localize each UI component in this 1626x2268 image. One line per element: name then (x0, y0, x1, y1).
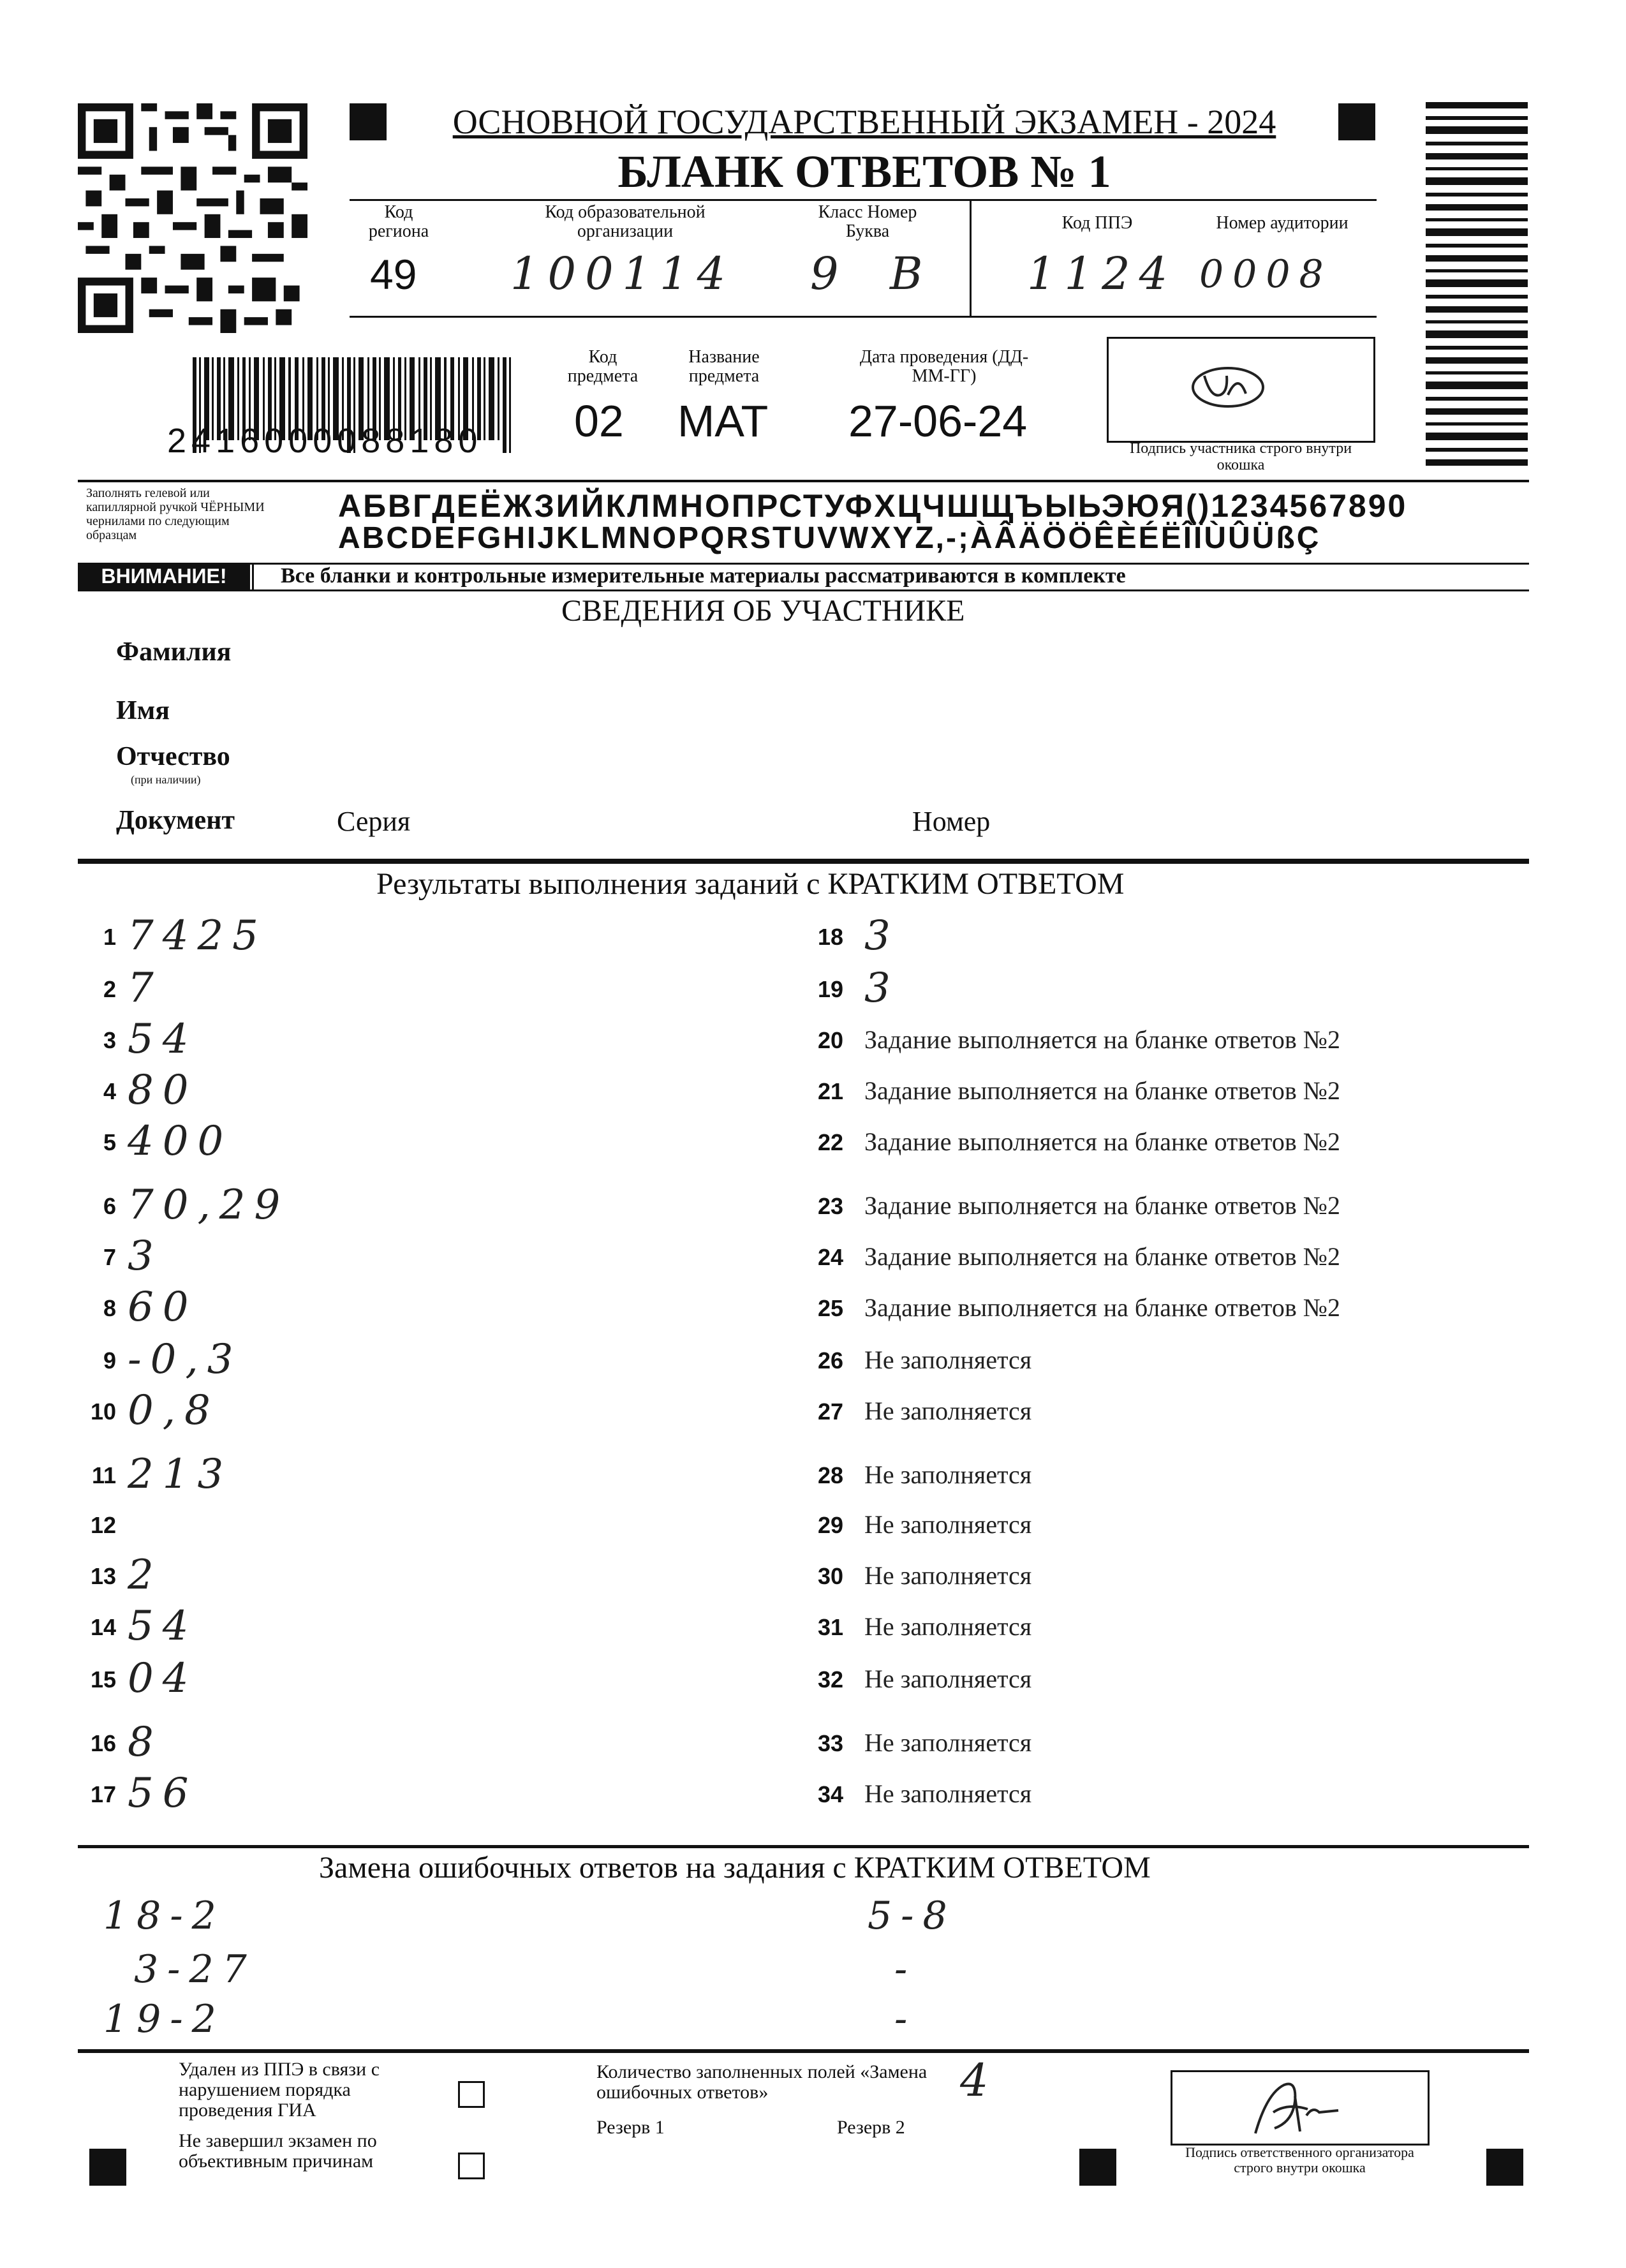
answer-field[interactable]: 60 (128, 1284, 198, 1331)
replacement-entry[interactable]: 5-8 (868, 1894, 956, 1938)
task-number: 1 (103, 924, 116, 950)
answer-note: Не заполняется (864, 1510, 1032, 1539)
room-label: Номер аудитории (1216, 213, 1349, 233)
org-label: Код образовательной организации (545, 202, 706, 241)
answer-field[interactable]: 2 (128, 1552, 163, 1599)
answer-note: Задание выполняется на бланке ответов №2 (864, 1127, 1340, 1156)
answer-note: Задание выполняется на бланке ответов №2 (864, 1076, 1340, 1105)
answer-note: Задание выполняется на бланке ответов №2 (864, 1025, 1340, 1054)
task-number: 22 (817, 1129, 843, 1155)
warning-divider (252, 563, 254, 591)
organizer-signature (1236, 2077, 1364, 2138)
answer-field[interactable]: 8 (128, 1719, 163, 1766)
task-number: 24 (817, 1244, 843, 1270)
reserve-1-label: Резерв 1 (596, 2117, 665, 2138)
count-value: 4 (960, 2054, 998, 2107)
answer-field[interactable]: 54 (128, 1603, 198, 1650)
answer-field[interactable]: 54 (128, 1016, 198, 1063)
answer-field[interactable]: 7425 (128, 912, 267, 960)
task-number: 12 (90, 1512, 116, 1538)
task-number: 30 (817, 1563, 843, 1589)
answer-note: Не заполняется (864, 1345, 1032, 1374)
replacement-entry[interactable]: 3-27 (134, 1947, 256, 1992)
task-number: 7 (103, 1244, 116, 1270)
participant-heading: СВЕДЕНИЯ ОБ УЧАСТНИКЕ (561, 594, 965, 628)
room-value: 0008 (1199, 252, 1333, 297)
answer-note: Не заполняется (864, 1728, 1032, 1757)
task-number: 15 (90, 1666, 116, 1693)
corner-marker-icon (89, 2149, 126, 2186)
barcode-number: 2416000088180 (167, 422, 483, 460)
organizer-signature-caption: Подпись ответственного организатора строго внутри окошка (1185, 2144, 1414, 2175)
task-number: 5 (103, 1129, 116, 1155)
results-heading: Результаты выполнения заданий с КРАТКИМ ОТВЕТОМ (376, 867, 1125, 901)
corner-marker-icon (1079, 2149, 1116, 2186)
participant-signature (1188, 363, 1271, 414)
series-label: Серия (337, 806, 411, 837)
date-label: Дата проведения (ДД-ММ-ГГ) (859, 347, 1029, 386)
document-label: Документ (116, 806, 235, 835)
answer-note: Не заполняется (864, 1561, 1032, 1590)
patronymic-label: Отчество (116, 742, 230, 771)
date-value: 27-06-24 (848, 396, 1028, 446)
answer-note: Задание выполняется на бланке ответов №2 (864, 1191, 1340, 1220)
task-number: 29 (817, 1512, 843, 1538)
task-number: 34 (817, 1781, 843, 1807)
number-label: Номер (912, 806, 991, 837)
replacement-entry[interactable]: 19-2 (103, 1997, 225, 2042)
answer-note: Не заполняется (864, 1397, 1032, 1425)
answer-field[interactable]: -0,3 (128, 1336, 242, 1383)
task-number: 21 (817, 1078, 843, 1104)
ppe-label: Код ППЭ (1061, 213, 1133, 233)
samples-row-1: АБВГДЕЁЖЗИЙКЛМНОПРСТУФХЦЧШЩЪЫЬЭЮЯ()1234567890 (338, 488, 1408, 524)
answer-field[interactable]: 0,8 (128, 1387, 219, 1434)
exam-title: ОСНОВНОЙ ГОСУДАРСТВЕННЫЙ ЭКЗАМЕН - 2024 (452, 103, 1276, 141)
region-label: Код региона (368, 202, 429, 241)
task-number: 6 (103, 1193, 116, 1219)
participant-signature-caption: Подпись участника строго внутри окошка (1129, 440, 1352, 473)
organizer-signature-box[interactable] (1171, 2070, 1430, 2146)
answer-field[interactable]: 3 (864, 965, 899, 1012)
removed-text: Удален из ППЭ в связи с нарушением порядка проведения ГИА (179, 2059, 380, 2121)
count-label: Количество заполненных полей «Замена ошибочных ответов» (596, 2061, 928, 2103)
surname-label: Фамилия (116, 637, 232, 667)
samples-row-2: ABCDEFGHIJKLMNOPQRSTUVWXYZ,-;ÀÂÄÖÖÊÈÉËÎÏÙÛÜßÇ (338, 521, 1321, 555)
corner-marker-icon (1338, 103, 1375, 140)
results-bottom-rule (78, 1845, 1529, 1848)
subject-code-label: Код предмета (567, 347, 639, 386)
participant-signature-box[interactable] (1107, 337, 1375, 443)
answer-field[interactable]: 80 (128, 1067, 198, 1114)
answer-field[interactable]: 04 (128, 1655, 198, 1702)
warning-badge: ВНИМАНИЕ! (78, 563, 250, 589)
participant-bottom-rule (78, 859, 1529, 864)
qr-code-icon (78, 103, 307, 333)
task-number: 3 (103, 1027, 116, 1053)
barcode-icon (1426, 102, 1528, 472)
samples-top-rule (78, 480, 1529, 482)
task-number: 11 (91, 1462, 116, 1488)
answer-field[interactable]: 7 (128, 965, 163, 1012)
org-value: 100114 (510, 248, 735, 300)
answer-field[interactable]: 400 (128, 1118, 233, 1165)
task-number: 28 (817, 1462, 843, 1488)
answer-note: Задание выполняется на бланке ответов №2 (864, 1242, 1340, 1271)
answer-field[interactable]: 56 (128, 1770, 198, 1817)
task-number: 13 (90, 1563, 116, 1589)
task-number: 32 (817, 1666, 843, 1693)
subject-name-value: МАТ (677, 396, 769, 446)
footer-top-rule (78, 2049, 1529, 2053)
class-label: Класс Номер Буква (818, 202, 917, 241)
patronymic-note: (при наличии) (131, 773, 201, 786)
task-number: 17 (90, 1781, 116, 1807)
not-finished-checkbox[interactable] (458, 2153, 485, 2179)
class-number: 9 (810, 248, 848, 300)
answer-note: Не заполняется (864, 1779, 1032, 1808)
codes-bottom-rule (350, 316, 1377, 318)
task-number: 20 (817, 1027, 843, 1053)
task-number: 31 (817, 1614, 843, 1640)
task-number: 27 (817, 1398, 843, 1425)
answer-field[interactable]: 213 (128, 1451, 233, 1498)
class-letter: В (890, 248, 932, 300)
warning-text: Все бланки и контрольные измерительные материалы рассматриваются в комплекте (281, 564, 1126, 588)
not-finished-text: Не завершил экзамен по объективным причинам (179, 2130, 377, 2172)
task-number: 4 (103, 1078, 116, 1104)
replacement-entry[interactable]: 18-2 (103, 1894, 225, 1938)
corner-marker-icon (350, 103, 387, 140)
answer-note: Не заполняется (864, 1664, 1032, 1693)
task-number: 2 (103, 976, 116, 1002)
task-number: 33 (817, 1730, 843, 1756)
form-title: БЛАНК ОТВЕТОВ № 1 (617, 146, 1111, 197)
answer-field[interactable]: 3 (864, 912, 899, 960)
task-number: 19 (817, 976, 843, 1002)
subject-code-value: 02 (574, 396, 624, 446)
replacement-entry[interactable]: - (894, 1997, 917, 2042)
task-number: 14 (90, 1614, 116, 1640)
region-value: 49 (370, 251, 417, 298)
answer-field[interactable]: 3 (128, 1233, 163, 1280)
name-label: Имя (116, 696, 170, 725)
corner-marker-icon (1486, 2149, 1523, 2186)
replacement-heading: Замена ошибочных ответов на задания с КРАТКИМ ОТВЕТОМ (319, 1851, 1151, 1885)
task-number: 9 (103, 1347, 116, 1374)
task-number: 8 (103, 1295, 116, 1321)
removed-checkbox[interactable] (458, 2081, 485, 2108)
header-divider (970, 201, 972, 316)
task-number: 10 (90, 1398, 116, 1425)
answer-field[interactable]: 70,29 (128, 1182, 290, 1229)
ppe-value: 1124 (1027, 248, 1177, 300)
warning-rule-bottom (78, 589, 1529, 591)
answer-note: Не заполняется (864, 1612, 1032, 1641)
task-number: 25 (817, 1295, 843, 1321)
samples-instruction: Заполнять гелевой или капиллярной ручкой ЧЁРНЫМИ чернилами по следующим образцам (86, 486, 265, 542)
task-number: 16 (90, 1730, 116, 1756)
answer-note: Задание выполняется на бланке ответов №2 (864, 1293, 1340, 1322)
reserve-2-label: Резерв 2 (837, 2117, 905, 2138)
task-number: 18 (817, 924, 843, 950)
answer-note: Не заполняется (864, 1460, 1032, 1489)
header-rule (350, 199, 1377, 201)
task-number: 23 (817, 1193, 843, 1219)
subject-name-label: Название предмета (688, 347, 760, 386)
task-number: 26 (817, 1347, 843, 1374)
replacement-entry[interactable]: - (894, 1947, 917, 1992)
